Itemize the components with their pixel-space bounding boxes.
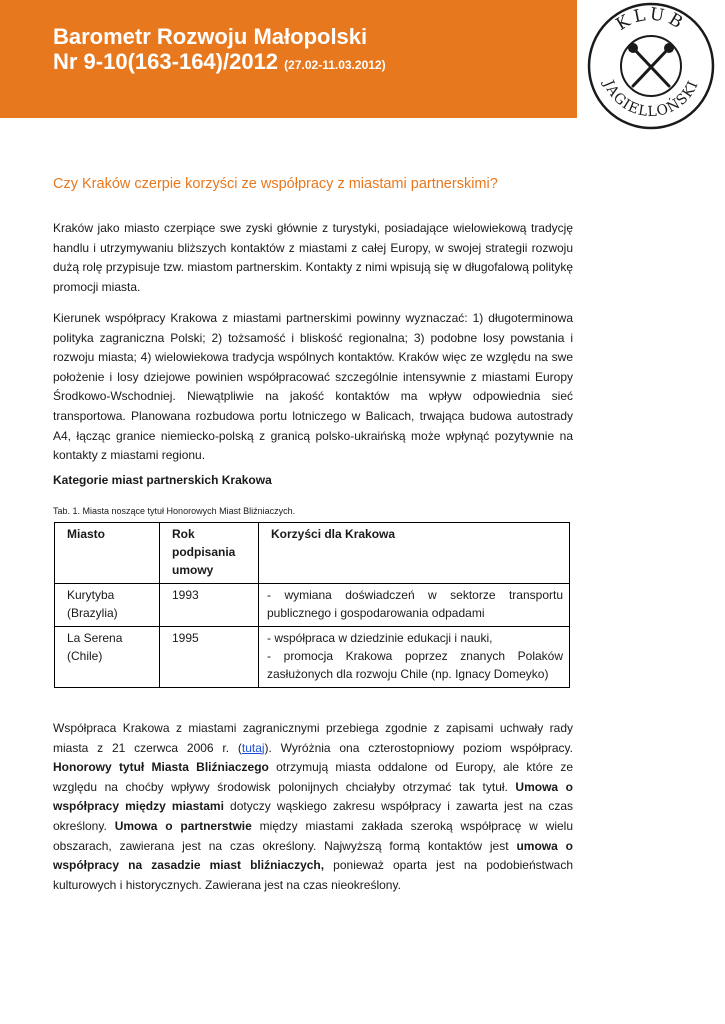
- crossed-maces-icon: [628, 43, 674, 86]
- text-span: otrzymują miasta oddalone od Europy, ale które ze względu na choćby wpływy środowisk polonijnych chciałyby otrzymać tak tytuł.: [53, 760, 573, 794]
- text-span: między miastami zakłada szeroką współpracę w wielu obszarach, zawierana jest na czas określony. Najwyższą formą kontaktów jest: [53, 818, 574, 853]
- table-cell-city: Kurytyba (Brazylia): [55, 584, 160, 627]
- paragraph-cooperation-levels: [53, 719, 573, 895]
- table-cell-year: 1993: [160, 584, 259, 627]
- table-cell-year: 1995: [160, 627, 259, 688]
- klub-jagiellonski-logo: [577, 0, 725, 140]
- title-line-1: Barometr Rozwoju Małopolski: [53, 24, 368, 49]
- title-line-2: [53, 49, 386, 78]
- partner-cities-table: [54, 522, 570, 688]
- table-cell-city: La Serena (Chile): [55, 627, 160, 688]
- article-heading: Czy Kraków czerpie korzyści ze współpracy z miastami partnerskimi?: [53, 176, 498, 192]
- source-link[interactable]: tutaj: [241, 740, 265, 755]
- text-span: ). Wyróżnia ona czterostopniowy poziom współpracy.: [264, 740, 573, 755]
- text-span: dotyczy wąskiego zakresu współpracy i zawarta jest na czas określony.: [53, 799, 573, 833]
- newsletter-title: [53, 24, 386, 78]
- column-header-city: Miasto: [55, 523, 160, 584]
- term-cooperation-agreement: Umowa o współpracy między miastami: [53, 779, 573, 814]
- paragraph-directions: Kierunek współpracy Krakowa z miastami partnerskimi powinny wyznaczać: 1) długoterminowa polityka zagraniczna Polski; 2) tożsamość i bliskość regionalna; 3) podobne losy powstania i rozwoju miasta; 4) wielowiekowa tradycja wspólnych kontaktów. Kraków więc ze względu na swe położenie i losy dziejowe powinien współpracować szczególnie intensywnie z miastami Europy Środkowo-Wschodniej. Niewątpliwie na jakość kontaktów ma wpływ odpowiednia sieć transportowa. Planowana rozbudowa portu lotniczego w Balicach, trwająca budowa autostrady A4, łącząc granice niemiecko-polską z granicą polsko-ukraińską może wpłynąć pozytywnie na kontakty z miastami regionu.: [53, 311, 573, 463]
- term-partnership-agreement: Umowa o partnerstwie: [114, 818, 252, 833]
- table-cell-benefits: [259, 627, 570, 688]
- text-span: ponieważ oparta jest na podobieństwach kulturowych i historycznych. Zawierana jest na czas nieokreślony.: [53, 858, 573, 892]
- table-caption: Tab. 1. Miasta noszące tytuł Honorowych Miast Bliźniaczych.: [53, 506, 296, 516]
- paragraph-intro: Kraków jako miasto czerpiące swe zyski głównie z turystyki, posiadające wielowiekową tradycję handlu i utrzymywaniu bliższych kontaktów z miastami z całej Europy, w swojej strategii rozwoju dużą rolę przypisuje tzw. miastom partnerskim. Kontakty z nimi wpisują się w długofalową politykę promocji miasta.: [53, 221, 573, 294]
- table-row: [55, 584, 570, 627]
- term-twin-cities-agreement: umowa o współpracy na zasadzie miast bliźniaczych,: [53, 838, 573, 873]
- table-header-row: [55, 523, 570, 584]
- table-row: [55, 627, 570, 688]
- logo-text-top: KLUB: [612, 4, 690, 35]
- table-cell-benefits: - wymiana doświadczeń w sektorze transportu publicznego i gospodarowania odpadami: [259, 584, 570, 627]
- benefit-item: - promocja Krakowa poprzez znanych Polaków zasłużonych dla rozwoju Chile (np. Ignacy Domeyko): [267, 649, 563, 681]
- text-span: Współpraca Krakowa z miastami zagranicznymi przebiega zgodnie z zapisami uchwały rady miasta z 21 czerwca 2006 r. (: [53, 721, 573, 755]
- column-header-year: Rok podpisania umowy: [160, 523, 259, 584]
- logo-text-bottom: JAGIELLOŃSKI: [600, 78, 702, 121]
- term-honorary-title: Honorowy tytuł Miasta Bliźniaczego: [53, 760, 269, 775]
- column-header-benefits: Korzyści dla Krakowa: [259, 523, 570, 584]
- section-subheading: Kategorie miast partnerskich Krakowa: [53, 473, 272, 487]
- issue-number: Nr 9-10(163-164)/2012: [53, 49, 279, 74]
- svg-text:JAGIELLOŃSKI: [599, 76, 702, 120]
- benefit-item: - współpraca w dziedzinie edukacji i nauki,: [267, 631, 493, 645]
- issue-dates: (27.02-11.03.2012): [284, 58, 386, 72]
